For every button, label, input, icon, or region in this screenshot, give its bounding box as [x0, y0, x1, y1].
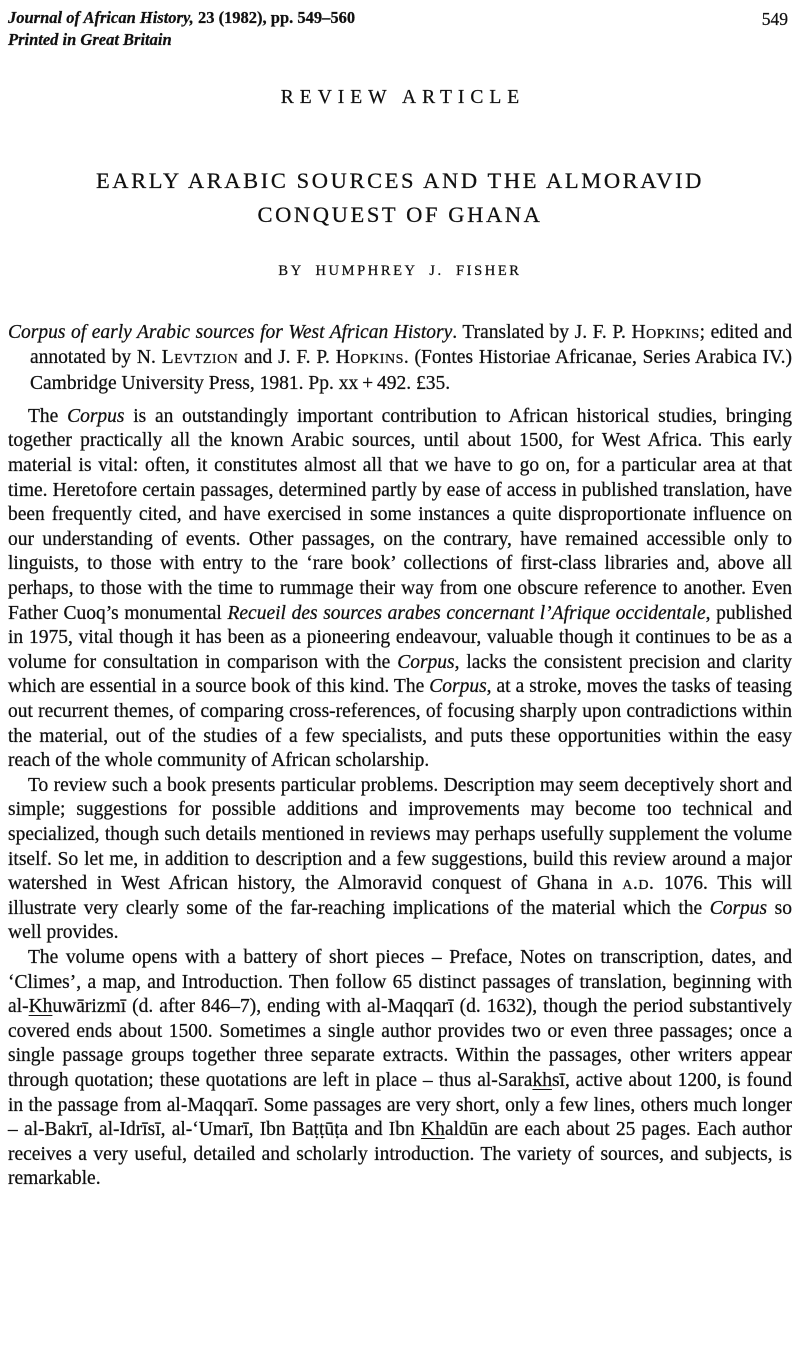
page-number: 549: [761, 9, 788, 29]
paragraph-3: The volume opens with a battery of short pieces – Preface, Notes on transcription, dates, and ‘Climes’, a map, and Introduction. Then follow 65 distinct passages of translation, beginning with al-Khuwārizmī (d. after 846–7), ending with al-Maqqarī (d. 1632), though the period substantively covered ends about 1500. Sometimes a single author provides two or even three passages; once a single passage groups together three separate extracts. Within the passages, other writers appear through quotation; these quotations are left in place – thus al-Sarakhsī, active about 1200, is found in the passage from al-Maqqarī. Some passages are very short, only a few lines, others much longer – al-Bakrī, al-Idrīsī, al-‘Umarī, Ibn Baṭṭūṭa and Ibn Khaldūn are each about 25 pages. Each author receives a very useful, detailed and scholarly introduction. The variety of sources, and subjects, is remarkable.: [8, 946, 792, 1190]
paragraph-2: To review such a book presents particular problems. Description may seem deceptively short and simple; suggestions for possible additions and improvements may become too technical and specialized, though such details mentioned in reviews may perhaps usefully supplement the volume itself. So let me, in addition to description and a few suggestions, build this review around a major watershed in West African history, the Almoravid conquest of Ghana in a.d. 1076. This will illustrate very clearly some of the far-reaching implications of the material which the Corpus so well provides.: [8, 774, 793, 944]
article-body: [8, 405, 792, 1192]
printed-in-line: Printed in Great Britain: [8, 29, 172, 49]
journal-citation-line: Journal of African History, 23 (1982), pp. 549–560: [8, 8, 356, 27]
section-heading: REVIEW ARTICLE: [280, 87, 526, 108]
paragraph-1: The Corpus is an outstandingly important contribution to African historical studies, bringing together practically all the known Arabic sources, until about 1500, for West Africa. This early material is vital: often, it constitutes almost all that we have to go on, for a particular area at that time. Heretofore certain passages, determined partly by ease of access in published translation, have been frequently cited, and have exercised in some instances a quite disproportionate influence on our understanding of events. Other passages, on the contrary, have remained accessible only to linguists, to those with entry to the ‘rare book’ collections of first-class libraries and, above all perhaps, to those with the time to rummage their way from one obscure reference to another. Even Father Cuoq’s monumental Recueil des sources arabes concernant l’Afrique occidentale, published in 1975, vital though it has been as a pioneering endeavour, valuable though it continues to be as a volume for consultation in comparison with the Corpus, lacks the consistent precision and clarity which are essential in a source book of this kind. The Corpus, at a stroke, moves the tasks of teasing out recurrent themes, of comparing cross-references, of focusing sharply upon contradictions within the material, out of the studies of a few specialists, and puts these opportunities within the easy reach of the whole community of African scholarship.: [8, 405, 792, 772]
journal-info: [8, 7, 355, 50]
book-citation: Corpus of early Arabic sources for West African History. Translated by J. F. P. Hopkins; edited and annotated by N. Levtzion and J. F. P. Hopkins. (Fontes Historiae Africanae, Series Arabica IV.) Cambridge University Press, 1981. Pp. xx + 492. £35.: [8, 322, 793, 394]
running-head: [8, 7, 792, 50]
article-title-line-1: EARLY ARABIC SOURCES AND THE ALMORAVID: [95, 168, 705, 193]
article-title-line-2: CONQUEST OF GHANA: [257, 202, 543, 227]
byline: BY HUMPHREY J. FISHER: [278, 263, 522, 279]
article-title: [8, 164, 792, 232]
